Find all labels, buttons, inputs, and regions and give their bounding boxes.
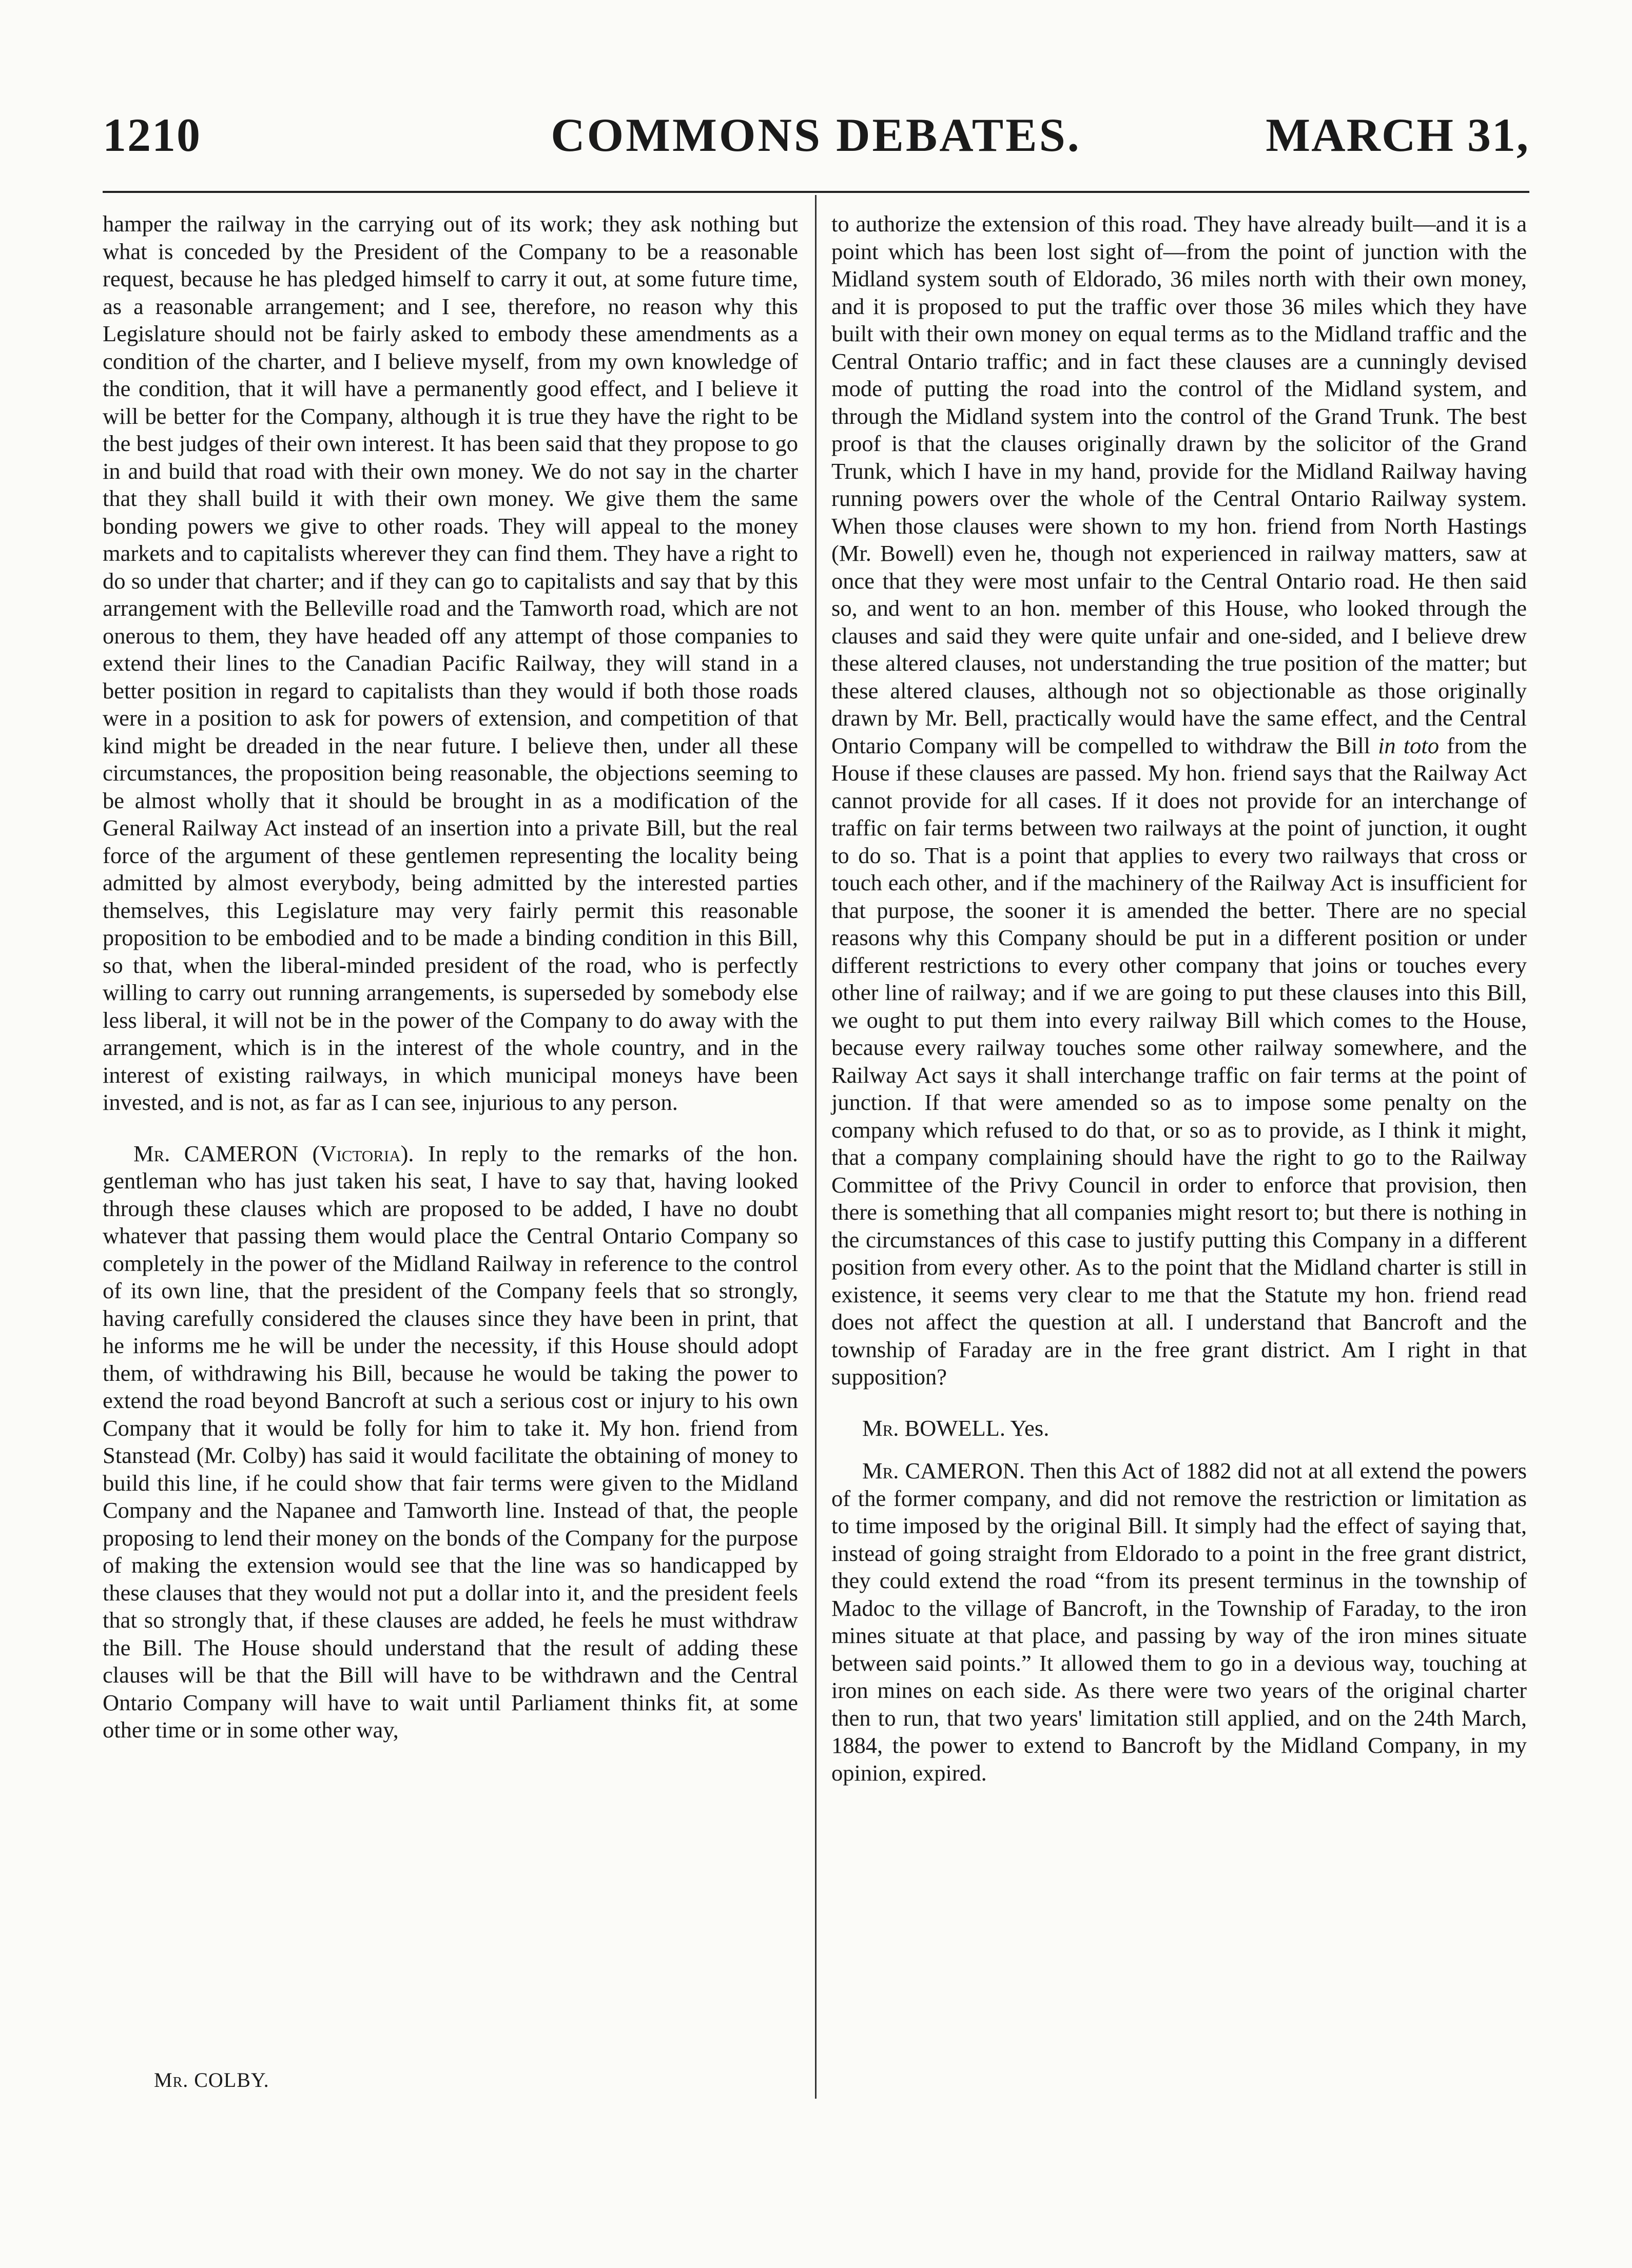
left-paragraph-1: hamper the railway in the carrying out of its work; they ask nothing but what is conceded by the President of the Company to be a reasonable request, because he has pledged himself to carry it out, at some future time, as a reasonable arrangement; and I see, therefore, no reason why this Legislature should not be fairly asked to embody these amendments as a condition of the charter, and I believe myself, from my own knowledge of the condition, that it will have a permanently good effect, and I believe it will be better for the Company, although it is true they have the right to be the best judges of their own interest. It has been said that they propose to go in and build that road with their own money. We do not say in the charter that they shall build it with their own money. We give them the same bonding powers we give to other roads. They will appeal to the money markets and to capitalists wherever they can find them. They have a right to do so under that charter; and if they can go to capitalists and say that by this arrangement with the Belleville road and the Tamworth road, which are not onerous to them, they have headed off any attempt of those companies to extend their lines to the Canadian Pacific Railway, they will stand in a better position in regard to capitalists than they would if both those roads were in a position to ask for powers of extension, and competition of that kind might be dreaded in the near future. I believe then, under all these circumstances, the proposition being reasonable, the objections seeming to be almost wholly that it should be brought in as a modification of the General Railway Act instead of an insertion into a private Bill, but the real force of the argument of these gentlemen representing the locality being admitted by almost everybody, being admitted by the interested parties themselves, this Legislature may very fairly permit this reasonable proposition to be embodied and to be made a binding condition in this Bill, so that, when the liberal-minded president of the road, who is perfectly willing to carry out running arrangements, is superseded by somebody else less liberal, it will not be in the power of the Company to do away with the arrangement, which is in the interest of the whole country, and in the interest of existing railways, in which municipal moneys have been invested, and is not, as far as I can see, injurious to any person.: [103, 211, 798, 1115]
speaker-name: Mr. CAMERON.: [862, 1458, 1025, 1483]
left-column: [103, 210, 798, 1744]
header-date: MARCH 31,: [1266, 109, 1529, 161]
page-header: [103, 108, 1529, 174]
left-paragraph-2: [103, 1140, 798, 1744]
speech-text: to authorize the extension of this road. They have already built—and it is a point which has been lost sight of—from the point of junction with the Midland system south of Eldorado, 36 miles north with their own money, and it is proposed to put the traffic over those 36 miles which they have built with their own money on equal terms as to the Midland traffic and the Central Ontario traffic; and in fact these clauses are a cunningly devised mode of putting the road into the control of the Midland system, and through the Midland system into the control of the Grand Trunk. The best proof is that the clauses originally drawn by the solicitor of the Grand Trunk, which I have in my hand, provide for the Midland Railway having running powers over the whole of the Central Ontario Railway system. When those clauses were shown to my hon. friend from North Hastings (Mr. Bowell) even he, though not experienced in railway matters, saw at once that they were most unfair to the Central Ontario road. He then said so, and went to an hon. member of this House, who looked through the clauses and said they were quite unfair and one-sided, and I believe drew these altered clauses, not understanding the true position of the matter; but these altered clauses, although not so objectionable as those originally drawn by Mr. Bell, practically would have the same effect, and the Central Ontario Company will be compelled to withdraw the Bill: [831, 211, 1527, 758]
speaker-name: Mr. BOWELL.: [862, 1415, 1005, 1441]
speech-text-continued: from the House if these clauses are passed. My hon. friend says that the Railway Act cannot provide for all cases. If it does not provide for an interchange of traffic on fair terms between two railways at the point of junction, it ought to do so. That is a point that applies to every two railways that cross or touch each other, and if the machinery of the Railway Act is insufficient for that purpose, the sooner it is amended the better. There are no special reasons why this Company should be put in a different position or under different restrictions to every other company that joins or touches every other line of railway; and if we are going to put these clauses into this Bill, we ought to put them into every railway Bill which comes to the House, because every railway touches some other railway somewhere, and the Railway Act says it shall interchange traffic on fair terms at the point of junction. If that were amended so as to impose some penalty on the company which refused to do that, or so as to provide, as I think it might, that a company complaining should have the right to go to the Railway Committee of the Privy Council in order to enforce that provision, then there is something that all companies might resort to; but there is nothing in the circumstances of this case to justify putting this Company in a different position from every other. As to the point that the Midland charter is still in existence, it seems very clear to me that the Statute my hon. friend read does not affect the question at all. I understand that Bancroft and the township of Faraday are in the free grant district. Am I right in that supposition?: [831, 732, 1527, 1390]
italic-phrase: in toto: [1378, 732, 1439, 758]
column-divider: [815, 195, 817, 2099]
right-paragraph-2: [831, 1415, 1527, 1442]
speech-text: In reply to the remarks of the hon. gentleman who has just taken his seat, I have to say that, having looked through these clauses which are proposed to be added, I have no doubt whatever that passing them would place the Central Ontario Company so completely in the power of the Midland Railway in reference to the control of its own line, that the president of the Company feels that so strongly, having carefully considered the clauses since they have been in print, that he informs me he will be under the necessity, if this House should adopt them, of withdrawing his Bill, because he would be taking the power to extend the road beyond Bancroft at such a serious cost or injury to his own Company that it would be folly for him to take it. My hon. friend from Stanstead (Mr. Colby) has said it would facilitate the obtaining of money to build this line, if he could show that fair terms were given to the Midland Company and the Napanee and Tamworth line. Instead of that, the people proposing to lend their money on the bonds of the Company for the purpose of making the extension would see that the line was so handicapped by these clauses that they would not put a dollar into it, and the president feels that so strongly that, if these clauses are added, he feels he must withdraw the Bill. The House should understand that the result of adding these clauses will be that the Bill will have to be withdrawn and the Central Ontario Company will have to wait until Parliament thinks fit, at some other time or in some other way,: [103, 1140, 798, 1743]
header-rule: [103, 191, 1529, 193]
right-column: [831, 210, 1527, 1787]
speech-text: Then this Act of 1882 did not at all extend the powers of the former company, and did not remove the restriction or limitation as to time imposed by the original Bill. It simply had the effect of saying that, instead of going straight from Eldorado to a point in the free grant district, they could extend the road “from its present terminus in the township of Madoc to the village of Bancroft, in the Township of Faraday, to the iron mines situate at that place, and passing by way of the iron mines situate between said points.” It allowed them to go in a devious way, touching at iron mines on each side. As there were two years of the original charter then to run, that two years' limitation still applied, and on the 24th March, 1884, the power to extend to Bancroft by the Midland Company, in my opinion, expired.: [831, 1458, 1527, 1786]
footer-speaker-catchword: Mr. COLBY.: [154, 2068, 269, 2091]
publication-title: COMMONS DEBATES.: [551, 109, 1081, 161]
speaker-name: Mr. CAMERON (Victoria).: [133, 1140, 414, 1166]
right-paragraph-3: [831, 1457, 1527, 1787]
right-paragraph-1: [831, 210, 1527, 1391]
page-number: 1210: [103, 109, 201, 161]
speech-text: Yes.: [1010, 1415, 1050, 1441]
